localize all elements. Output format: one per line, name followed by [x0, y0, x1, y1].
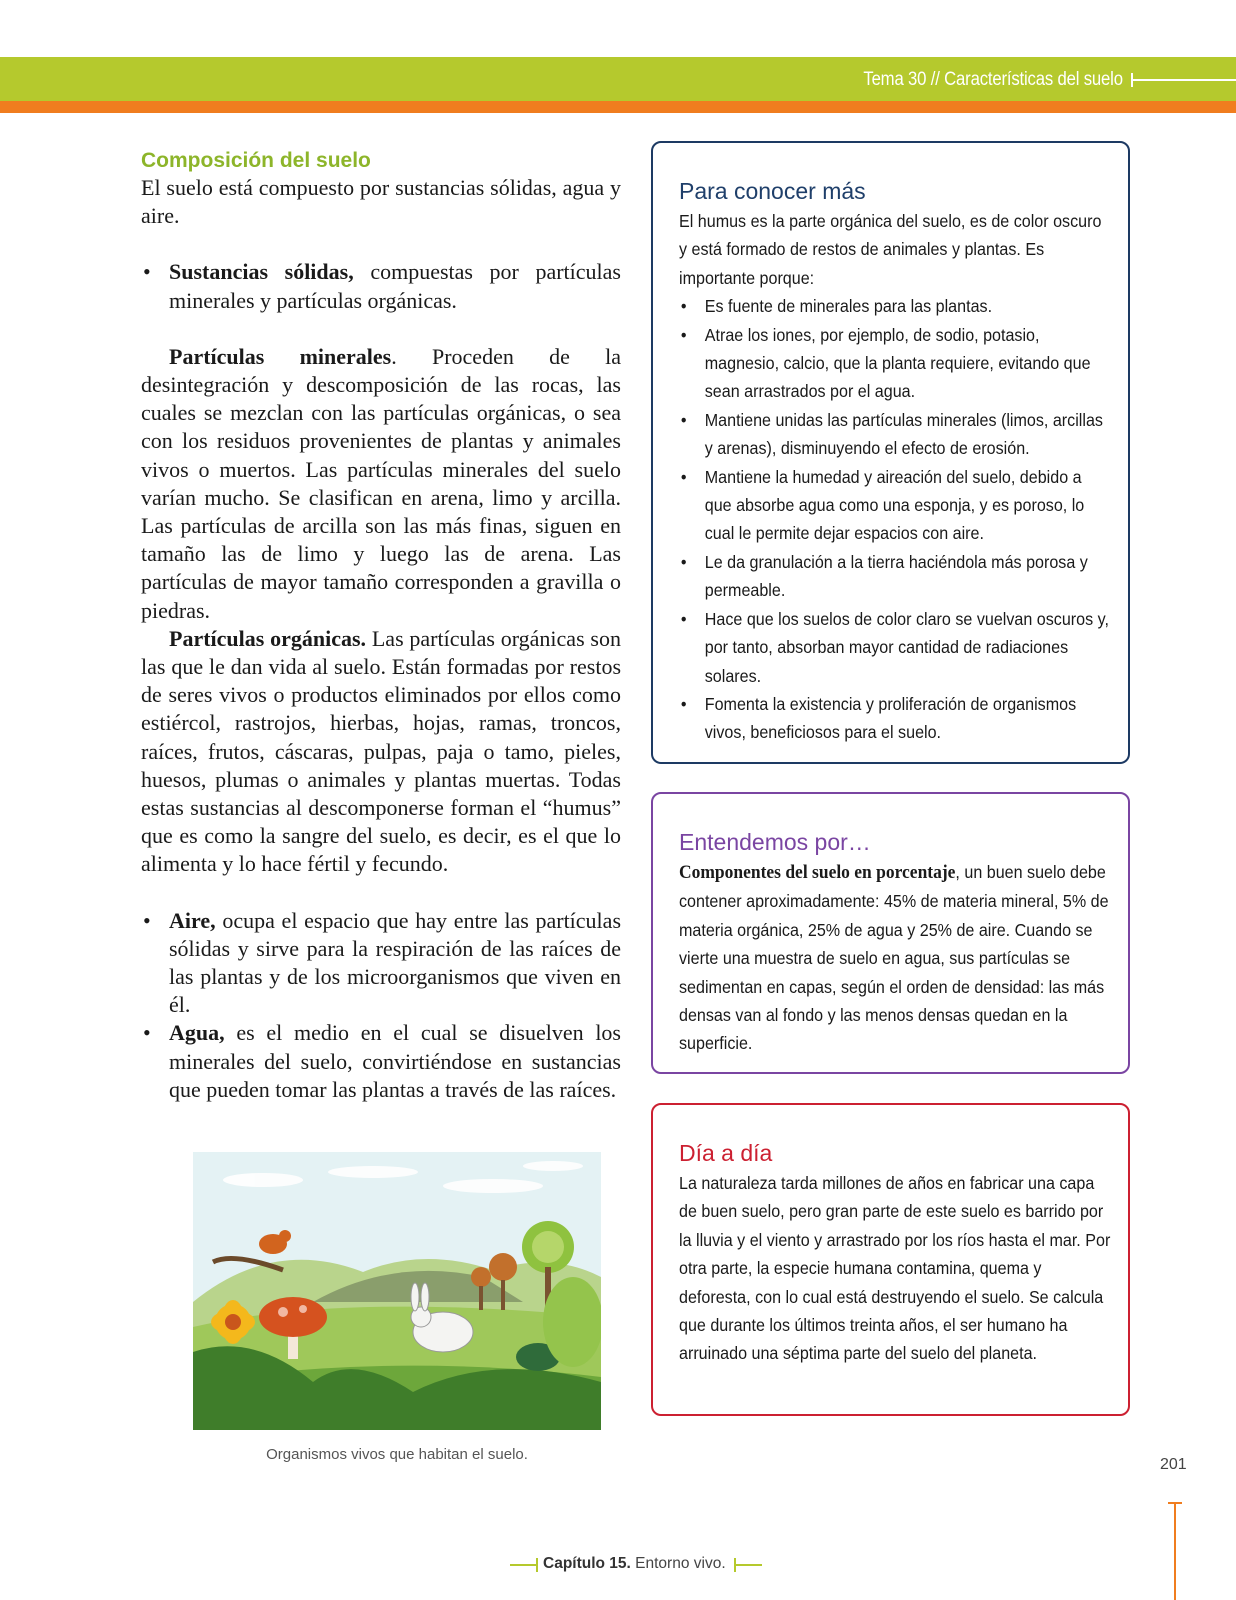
illustration-caption: Organismos vivos que habitan el suelo. — [266, 1446, 528, 1463]
left-column — [141, 148, 621, 1104]
organic-term: Partículas orgánicas. — [169, 625, 367, 651]
learn-more-item — [679, 548, 1111, 605]
learn-more-item — [679, 292, 1111, 320]
learn-more-item-text: Atrae los iones, por ejemplo, de sodio, potasio, magnesio, calcio, que la planta requiere, evitando que sean arrastrados por el agua. — [704, 324, 1091, 402]
left-body — [141, 174, 621, 1104]
footer-chapter — [543, 1555, 726, 1573]
organic-paragraph — [141, 625, 621, 879]
learn-more-item — [679, 690, 1111, 747]
day-to-day-body — [679, 1169, 1111, 1368]
organic-text: Las partículas orgánicas son las que le dan vida al suelo. Están formadas por restos de seres vivos o productos eliminados por ellos como estiércol, rastrojos, hierbas, hojas, ramas, troncos, raíces, frutos, cáscaras, pulpas, paja o tamo, pieles, huesos, plumas o animales y plantas muertas. Todas estas sustancias al descomponerse forman el “humus” que es como la sangre del suelo, es decir, es el que lo alimenta y lo hace fértil y fecundo. — [141, 625, 621, 877]
bullet-air-term: Aire, — [169, 907, 216, 933]
learn-more-item — [679, 321, 1111, 406]
learn-more-item-text: Fomenta la existencia y proliferación de organismos vivos, beneficiosos para el suelo. — [704, 693, 1077, 743]
bullet-water — [141, 1019, 621, 1104]
info-box-learn-more — [651, 141, 1130, 764]
bullet-dot: • — [680, 551, 687, 572]
soil-organisms-illustration — [193, 1152, 601, 1430]
learn-more-item-text: Le da granulación a la tierra haciéndola más porosa y permeable. — [704, 551, 1088, 601]
section-heading: Composición del suelo — [141, 149, 371, 172]
definition-title: Entendemos por… — [679, 829, 871, 855]
learn-more-item — [679, 605, 1111, 690]
learn-more-intro: El humus es la parte orgánica del suelo, es de color oscuro y está formado de restos de animales y plantas. Es importante porque: — [679, 211, 1102, 288]
info-box-day-to-day — [651, 1103, 1130, 1416]
intro-paragraph: El suelo está compuesto por sustancias sólidas, agua y aire. — [141, 175, 621, 229]
mineral-term: Partículas minerales — [169, 343, 392, 369]
definition-paragraph — [679, 858, 1111, 1058]
bullet-solids-term: Sustancias sólidas, — [169, 259, 354, 285]
learn-more-item — [679, 406, 1111, 463]
header-title: Tema 30 // Características del suelo — [863, 69, 1123, 90]
header-line — [1131, 79, 1236, 81]
footer — [510, 1553, 766, 1577]
info-box-definition — [651, 792, 1130, 1074]
bullet-solids — [141, 258, 621, 314]
footer-line-right — [734, 1564, 762, 1566]
bullet-water-text: es el medio en el cual se disuelven los minerales del suelo, convirtiéndose en sustancias que pueden tomar las plantas a través de las raíces. — [169, 1020, 621, 1102]
bullet-air — [141, 907, 621, 1020]
bullet-dot: • — [680, 693, 687, 714]
learn-more-title: Para conocer más — [679, 178, 866, 204]
learn-more-item — [679, 463, 1111, 548]
bullet-dot: • — [680, 466, 687, 487]
learn-more-item-text: Mantiene unidas las partículas minerales (limos, arcillas y arenas), disminuyendo el efecto de erosión. — [704, 409, 1103, 459]
footer-chapter-title: Entorno vivo. — [635, 1555, 726, 1572]
bullet-dot: • — [680, 608, 687, 629]
footer-chapter-number: Capítulo 15. — [543, 1555, 631, 1572]
bullet-water-term: Agua, — [169, 1020, 225, 1046]
definition-text: , un buen suelo debe contener aproximadamente: 45% de materia mineral, 5% de materia orgánica, 25% de agua y 25% de aire. Cuando se vierte una muestra de suelo en agua, sus partículas se sedimentan en capas, según el orden de densidad: las más densas van al fondo y las menos densas quedan en la superficie. — [679, 862, 1109, 1054]
day-to-day-title: Día a día — [679, 1140, 773, 1166]
day-to-day-paragraph: La naturaleza tarda millones de años en fabricar una capa de buen suelo, pero gran parte de este suelo es barrido por la lluvia y el viento y arrastrado por los ríos hasta el mar. Por otra parte, la especie humana contamina, quema y deforesta, con lo cual está destruyendo el suelo. Se calcula que durante los últimos treinta años, el ser humano ha arruinado una séptima parte del suelo del planeta. — [679, 1173, 1111, 1364]
learn-more-body — [679, 207, 1111, 747]
learn-more-item-text: Mantiene la humedad y aireación del suelo, debido a que absorbe agua como una esponja, y es poroso, lo cual le permite dejar espacios con aire. — [704, 466, 1085, 544]
mineral-paragraph — [141, 343, 621, 625]
footer-line-left — [510, 1564, 536, 1566]
bullet-dot: • — [143, 1020, 151, 1046]
definition-body — [679, 858, 1111, 1058]
bullet-dot: • — [680, 409, 687, 430]
mineral-text: . Proceden de la desintegración y descomposición de las rocas, las cuales se mezclan con las partículas orgánicas, o sea con los residuos provenientes de plantas y animales vivos o muertos. Las partículas minerales del suelo varían mucho. Se clasifican en arena, limo y arcilla. Las partículas de arcilla son las más finas, siguen en tamaño las de limo y luego las de arena. Las partículas de mayor tamaño corresponden a gravilla o piedras. — [141, 343, 621, 623]
bullet-dot: • — [143, 259, 151, 285]
bullet-dot: • — [680, 324, 687, 345]
bullet-dot: • — [143, 907, 151, 933]
header-accent-stripe — [0, 101, 1236, 113]
bullet-air-text: ocupa el espacio que hay entre las partículas sólidas y sirve para la respiración de las raíces de las plantas y de los microorganismos que viven en él. — [169, 907, 621, 1018]
page-number: 201 — [1160, 1456, 1187, 1473]
page-marker-line — [1174, 1502, 1176, 1600]
definition-term: Componentes del suelo en porcentaje — [679, 862, 956, 883]
footer-tick-left — [536, 1558, 538, 1572]
learn-more-item-text: Es fuente de minerales para las plantas. — [704, 296, 993, 317]
bullet-dot: • — [680, 296, 687, 317]
learn-more-item-text: Hace que los suelos de color claro se vuelvan oscuros y, por tanto, absorban mayor cantidad de radiaciones solares. — [704, 608, 1109, 686]
bullet-solids-text: compuestas por partículas minerales y partículas orgánicas. — [169, 259, 621, 313]
